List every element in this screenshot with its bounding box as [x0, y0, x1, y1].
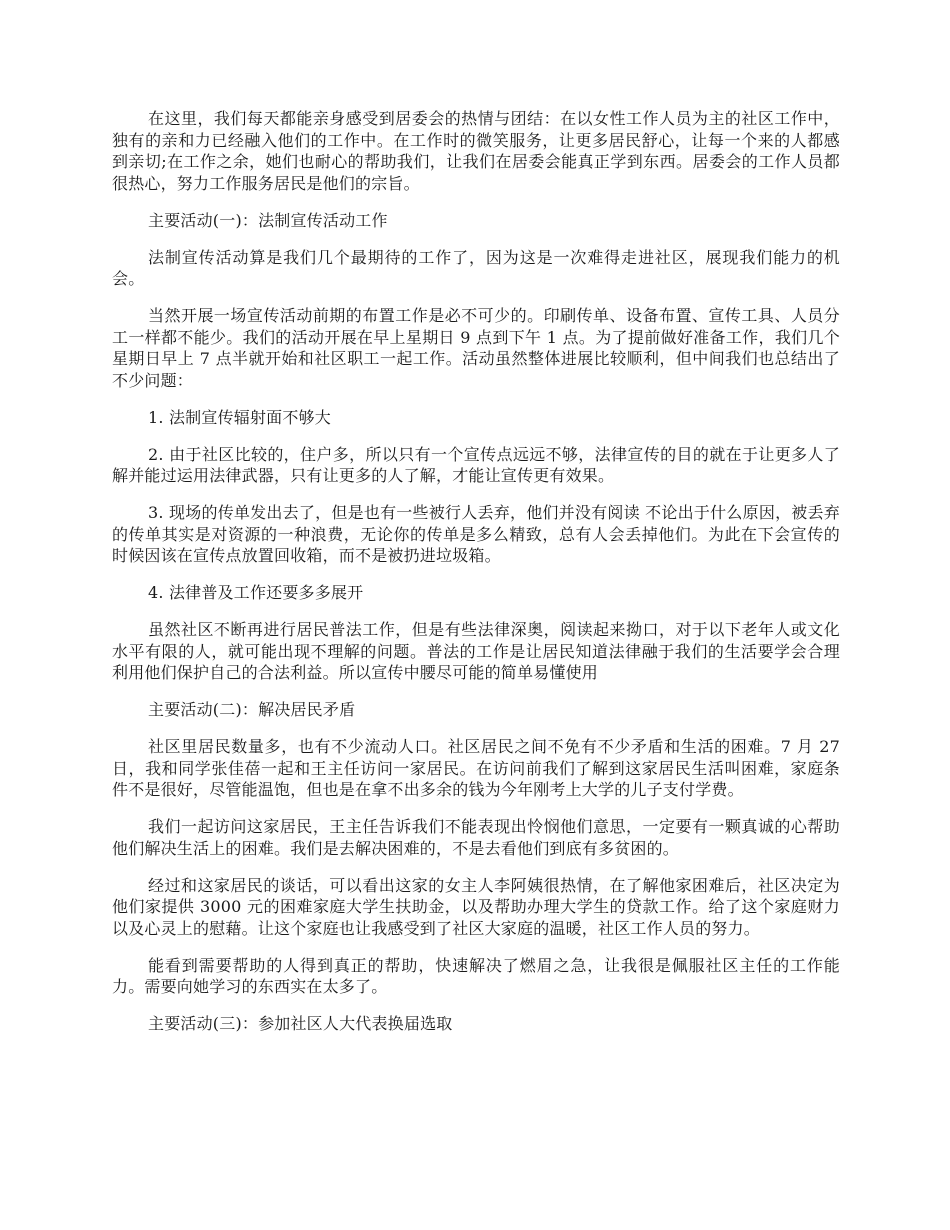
paragraph: 虽然社区不断再进行居民普法工作，但是有些法律深奥，阅读起来拗口，对于以下老年人或文化水平有限的人，就可能出现不理解的问题。普法的工作是让居民知道法律融于我们的生活要学会合理利用他们保护自己的合法利益。所以宣传中腰尽可能的简单易懂使用 — [112, 620, 840, 682]
paragraph: 当然开展一场宣传活动前期的布置工作是必不可少的。印刷传单、设备布置、宣传工具、人员分工一样都不能少。我们的活动开展在早上星期日 9 点到下午 1 点。为了提前做好准备工作，我们几个星期日早上 7 点半就开始和社区职工一起工作。活动虽然整体进展比较顺利，但中间我们也总结出了不少问题： — [112, 306, 840, 390]
paragraph: 法制宣传活动算是我们几个最期待的工作了，因为这是一次难得走进社区，展现我们能力的机会。 — [112, 247, 840, 288]
paragraph-intro: 在这里，我们每天都能亲身感受到居委会的热情与团结：在以女性工作人员为主的社区工作中，独有的亲和力已经融入他们的工作中。在工作时的微笑服务，让更多居民舒心，让每一个来的人都感到亲切;在工作之余，她们也耐心的帮助我们，让我们在居委会能真正学到东西。居委会的工作人员都很热心，努力工作服务居民是他们的宗旨。 — [112, 109, 840, 193]
paragraph: 经过和这家居民的谈话，可以看出这家的女主人李阿姨很热情，在了解他家困难后，社区决定为他们家提供 3000 元的困难家庭大学生扶助金，以及帮助办理大学生的贷款工作。给了这个家庭财力以及心灵上的慰藉。让这个家庭也让我感受到了社区大家庭的温暖，社区工作人员的努力。 — [112, 875, 840, 938]
paragraph: 能看到需要帮助的人得到真正的帮助，快速解决了燃眉之急，让我很是佩服社区主任的工作能力。需要向她学习的东西实在太多了。 — [112, 955, 840, 996]
list-item-1: 1. 法制宣传辐射面不够大 — [148, 407, 331, 427]
heading-activity-1: 主要活动(一)：法制宣传活动工作 — [148, 210, 388, 230]
list-item-2: 2. 由于社区比较的，住户多，所以只有一个宣传点远远不够，法律宣传的目的就在于让更多人了解并能过运用法律武器，只有让更多的人了解，才能让宣传更有效果。 — [112, 444, 840, 485]
paragraph: 我们一起访问这家居民，王主任告诉我们不能表现出怜悯他们意思，一定要有一颗真诚的心帮助他们解决生活上的困难。我们是去解决困难的，不是去看他们到底有多贫困的。 — [112, 817, 840, 858]
list-item-4: 4. 法律普及工作还要多多展开 — [148, 583, 364, 602]
paragraph: 社区里居民数量多，也有不少流动人口。社区居民之间不免有不少矛盾和生活的困难。7 月 27 日，我和同学张佳蓓一起和王主任访问一家居民。在访问前我们了解到这家居民生活叫困难，家庭条件不是很好，尽管能温饱，但也是在拿不出多余的钱为今年刚考上大学的儿子支付学费。 — [112, 737, 840, 799]
list-item-3: 3. 现场的传单发出去了，但是也有一些被行人丢弃，他们并没有阅读 不论出于什么原因，被丢弃的传单其实是对资源的一种浪费，无论你的传单是多么精致，总有人会丢掉他们。为此在下会宣传的时候因该在宣传点放置回收箱，而不是被扔进垃圾箱。 — [112, 503, 840, 565]
heading-activity-2: 主要活动(二)：解决居民矛盾 — [148, 700, 356, 719]
heading-activity-3: 主要活动(三)：参加社区人大代表换届选取 — [148, 1014, 453, 1033]
document-body — [112, 108, 840, 1050]
